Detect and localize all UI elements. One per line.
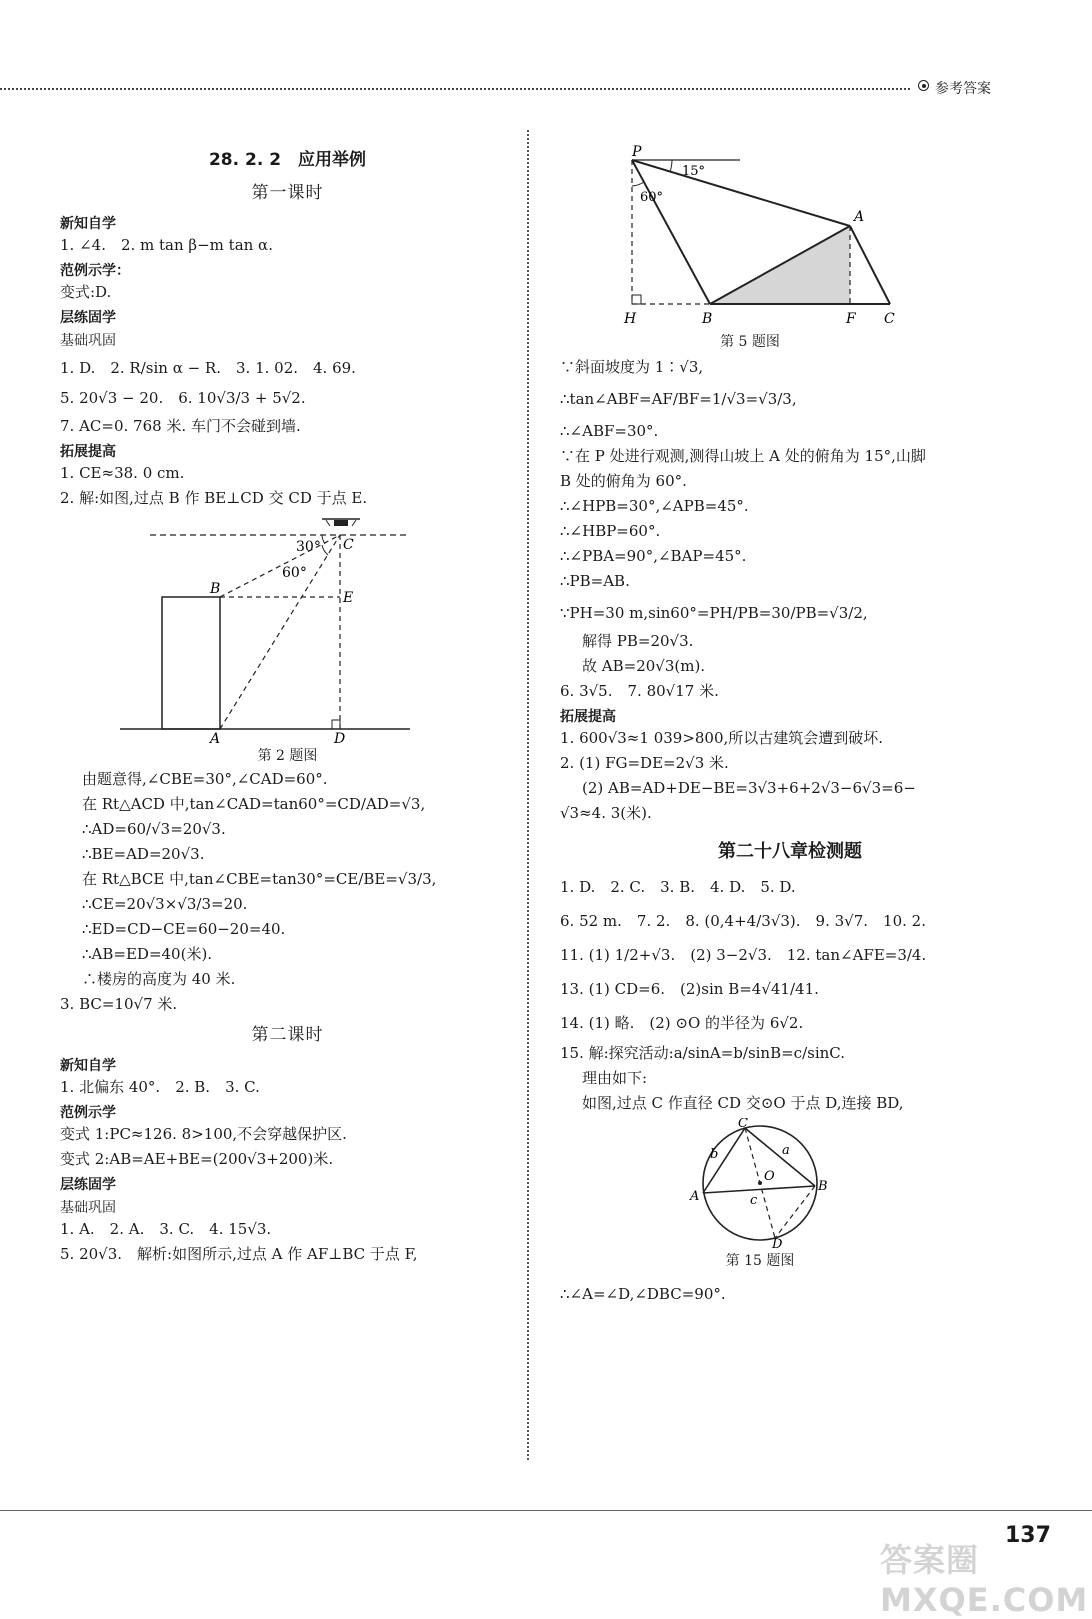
answer-line: ∴∠HBP=60°. [560, 522, 661, 540]
point-label: B [818, 1179, 828, 1194]
answer-line: 7. AC=0. 768 米. 车门不会碰到墙. [60, 417, 301, 435]
answer-line: ∴CE=20√3×√3/3=20. [82, 895, 248, 913]
lesson-heading-1: 第一课时 [251, 183, 324, 203]
answer-line: 变式 2:AB=AE+BE=(200√3+200)米. [60, 1150, 334, 1168]
point-label: D [772, 1237, 783, 1248]
figure-caption: 第 15 题图 [725, 1253, 795, 1269]
header-label: 参考答案 [935, 81, 991, 97]
page-number: 137 [1005, 1523, 1051, 1548]
subsection-subheading: 基础巩固 [60, 333, 116, 349]
answer-line: 2. 解:如图,过点 B 作 BE⊥CD 交 CD 于点 E. [60, 489, 368, 507]
point-label: B [702, 311, 713, 327]
angle-label: 60° [282, 565, 307, 581]
answer-line: 1. A. 2. A. 3. C. 4. 15√3. [60, 1220, 272, 1238]
answer-line: 15. 解:探究活动:a/sinA=b/sinB=c/sinC. [560, 1044, 846, 1062]
answer-line: 5. 20√3 − 20. 6. 10√3/3 + 5√2. [60, 389, 306, 407]
answer-line: 1. 600√3≈1 039>800,所以古建筑会遭到破坏. [560, 729, 884, 747]
answer-line: ∵在 P 处进行观测,测得山坡上 A 处的俯角为 15°,山脚 [560, 447, 926, 465]
subsection-heading: 层练固学 [60, 310, 116, 326]
answer-line: ∴PB=AB. [560, 572, 630, 590]
answer-line: 故 AB=20√3(m). [582, 657, 706, 675]
subsection-subheading: 基础巩固 [60, 1200, 116, 1216]
answer-line: 3. BC=10√7 米. [60, 995, 178, 1013]
answer-line: 由题意得,∠CBE=30°,∠CAD=60°. [82, 770, 328, 788]
figure-5-diagram [560, 144, 1020, 329]
figure-15 [560, 1118, 1020, 1270]
answer-line: 1. ∠4. 2. m tan β−m tan α. [60, 236, 273, 254]
subsection-heading: 范例示学 [60, 1105, 116, 1121]
figure-15-diagram [560, 1118, 1020, 1248]
answer-line: ∴∠A=∠D,∠DBC=90°. [560, 1285, 726, 1303]
angle-label: 60° [640, 190, 664, 205]
answer-line: 2. (1) FG=DE=2√3 米. [560, 754, 729, 772]
answer-line: ∵斜面坡度为 1∶√3, [560, 358, 704, 376]
subsection-heading: 拓展提高 [560, 709, 616, 725]
answer-line: ∴ED=CD−CE=60−20=40. [82, 920, 286, 938]
lesson-heading-2: 第二课时 [251, 1025, 324, 1045]
answer-line: (2) AB=AD+DE−BE=3√3+6+2√3−6√3=6− [582, 779, 916, 797]
point-label: P [632, 144, 642, 160]
answer-line: 解得 PB=20√3. [582, 632, 694, 650]
answer-line: 变式 1:PC≈126. 8>100,不会穿越保护区. [60, 1125, 347, 1143]
answer-line: B 处的俯角为 60°. [560, 472, 687, 490]
subsection-heading: 拓展提高 [60, 444, 116, 460]
figure-5 [560, 144, 1020, 351]
figure-caption: 第 5 题图 [720, 334, 780, 350]
point-label: B [210, 581, 221, 597]
side-label: c [750, 1193, 758, 1208]
point-label: A [210, 731, 221, 743]
answer-line: ∴楼房的高度为 40 米. [82, 970, 236, 988]
subsection-heading: 层练固学 [60, 1177, 116, 1193]
figure-2 [60, 513, 515, 765]
watermark: 答案圈 MXQE.COM [880, 1541, 1089, 1619]
answer-line: ∴AD=60/√3=20√3. [82, 820, 226, 838]
answer-line: 1. 北偏东 40°. 2. B. 3. C. [60, 1078, 260, 1096]
answer-line: 13. (1) CD=6. (2)sin B=4√41/41. [560, 980, 819, 998]
figure-2-diagram [60, 513, 515, 743]
answer-line: 6. 52 m. 7. 2. 8. (0,4+4/3√3). 9. 3√7. 10. 2. [560, 912, 926, 930]
point-label: C [738, 1118, 748, 1131]
answer-line: ∵PH=30 m,sin60°=PH/PB=30/PB=√3/2, [560, 604, 868, 622]
answer-line: 6. 3√5. 7. 80√17 米. [560, 682, 719, 700]
answer-line: ∴AB=ED=40(米). [82, 945, 213, 963]
subsection-heading: 新知自学 [60, 216, 116, 232]
point-label: A [690, 1189, 700, 1204]
answer-line: √3≈4. 3(米). [560, 804, 652, 822]
answer-line: 在 Rt△BCE 中,tan∠CBE=tan30°=CE/BE=√3/3, [82, 870, 437, 888]
answer-line: ∴∠PBA=90°,∠BAP=45°. [560, 547, 747, 565]
answer-line: ∴∠ABF=30°. [560, 422, 659, 440]
drone-icon [322, 519, 360, 526]
header-bullet-icon [918, 80, 929, 91]
answer-line: 在 Rt△ACD 中,tan∠CAD=tan60°=CD/AD=√3, [82, 795, 426, 813]
point-label: F [846, 311, 856, 327]
answer-line: 11. (1) 1/2+√3. (2) 3−2√3. 12. tan∠AFE=3/4. [560, 946, 927, 964]
chapter-test-title: 第二十八章检测题 [718, 841, 862, 862]
answer-line: 变式:D. [60, 283, 112, 301]
figure-caption: 第 2 题图 [257, 748, 318, 764]
angle-label: 15° [682, 164, 706, 179]
answer-line: ∴tan∠ABF=AF/BF=1/√3=√3/3, [560, 390, 797, 408]
point-label: A [854, 209, 865, 225]
header-dotted-rule [0, 88, 910, 90]
answer-line: 1. D. 2. R/sin α − R. 3. 1. 02. 4. 69. [60, 359, 356, 377]
point-label: C [884, 311, 895, 327]
answer-line: ∴BE=AD=20√3. [82, 845, 205, 863]
point-label: C [343, 537, 354, 553]
answer-line: 理由如下: [582, 1069, 648, 1087]
answer-line: 如图,过点 C 作直径 CD 交⊙O 于点 D,连接 BD, [582, 1094, 904, 1112]
side-label: a [782, 1143, 790, 1158]
answer-line: 1. CE≈38. 0 cm. [60, 464, 185, 482]
side-label: b [710, 1147, 719, 1162]
answer-line: 5. 20√3. 解析:如图所示,过点 A 作 AF⊥BC 于点 F, [60, 1245, 418, 1263]
point-label: E [343, 590, 354, 606]
point-label: H [624, 311, 637, 327]
point-label: O [764, 1169, 775, 1184]
subsection-heading: 范例示学： [60, 263, 130, 279]
subsection-heading: 新知自学 [60, 1058, 116, 1074]
section-title: 28. 2. 2 应用举例 [208, 150, 367, 170]
answer-line: 1. D. 2. C. 3. B. 4. D. 5. D. [560, 878, 796, 896]
right-column [560, 140, 1020, 1309]
point-label: D [334, 731, 346, 743]
left-column [60, 140, 515, 1269]
answer-line: 14. (1) 略. (2) ⊙O 的半径为 6√2. [560, 1014, 804, 1032]
answer-line: ∴∠HPB=30°,∠APB=45°. [560, 497, 749, 515]
footer-rule [0, 1510, 1092, 1511]
angle-label: 30° [296, 539, 321, 555]
